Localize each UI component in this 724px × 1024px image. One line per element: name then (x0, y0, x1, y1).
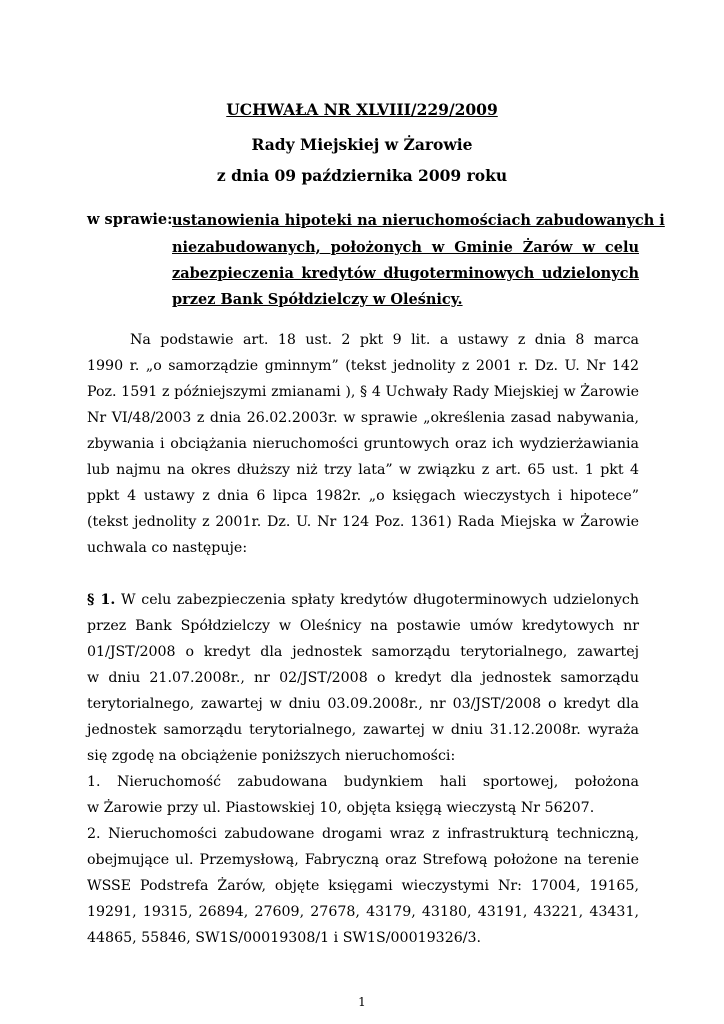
section-1-first-text: W celu zabezpieczenia spłaty kredytów długoterminowych udzielonych (121, 592, 639, 608)
preamble-line: (tekst jednolity z 2001r. Dz. U. Nr 124 Poz. 1361) Rada Miejska w Żarowie (87, 514, 639, 530)
section-1-line: jednostek samorządu terytorialnego, zawartej w dniu 31.12.2008r. wyraża (87, 722, 639, 738)
preamble-line: zbywania i obciążania nieruchomości gruntowych oraz ich wydzierżawiania (87, 436, 639, 452)
section-1-line: się zgodę na obciążenie poniższych nieruchomości: (87, 748, 456, 764)
section-1-line: terytorialnego, zawartej w dniu 03.09.2008r., nr 03/JST/2008 o kredyt dla (87, 696, 639, 712)
list-item-2-line: 44865, 55846, SW1S/00019308/1 i SW1S/00019326/3. (87, 930, 482, 946)
preamble-line: 1990 r. „o samorządzie gminnym” (tekst jednolity z 2001 r. Dz. U. Nr 142 (87, 358, 639, 374)
list-item-2-line: obejmujące ul. Przemysłową, Fabryczną oraz Strefową położone na terenie (87, 852, 639, 868)
council-name: Rady Miejskiej w Żarowie (251, 135, 473, 154)
list-item-2-line: WSSE Podstrefa Żarów, objęte księgami wieczystymi Nr: 17004, 19165, (87, 878, 639, 894)
subject-line: niezabudowanych, położonych w Gminie Żarów w celu (172, 239, 639, 256)
resolution-date: z dnia 09 października 2009 roku (216, 166, 508, 185)
preamble-line: Na podstawie art. 18 ust. 2 pkt 9 lit. a ustawy z dnia 8 marca (130, 332, 639, 348)
section-1-marker: § 1. (87, 592, 116, 608)
subject-line: ustanowienia hipoteki na nieruchomościach zabudowanych i (172, 212, 665, 229)
list-item-2-line: 19291, 19315, 26894, 27609, 27678, 43179, 43180, 43191, 43221, 43431, (87, 904, 639, 920)
resolution-title: UCHWAŁA NR XLVIII/229/2009 (226, 100, 498, 119)
subject-line: przez Bank Spółdzielczy w Oleśnicy. (172, 291, 463, 308)
subject-label: w sprawie: (87, 211, 173, 228)
preamble-line: uchwala co następuje: (87, 540, 248, 556)
preamble-line: lub najmu na okres dłuższy niż trzy lata” w związku z art. 65 ust. 1 pkt 4 (87, 462, 639, 478)
page-number: 1 (358, 995, 366, 1009)
section-1-line: przez Bank Spółdzielczy w Oleśnicy na postawie umów kredytowych nr (87, 618, 639, 634)
section-1-first-line (87, 590, 639, 610)
section-1-line: w dniu 21.07.2008r., nr 02/JST/2008 o kredyt dla jednostek samorządu (87, 670, 639, 686)
list-item-1-line: w Żarowie przy ul. Piastowskiej 10, objęta księgą wieczystą Nr 56207. (87, 800, 595, 816)
list-item-1-line: 1. Nieruchomość zabudowana budynkiem hali sportowej, położona (87, 774, 639, 790)
list-item-2-line: 2. Nieruchomości zabudowane drogami wraz z infrastrukturą techniczną, (87, 826, 639, 842)
subject-line: zabezpieczenia kredytów długoterminowych udzielonych (172, 265, 639, 282)
section-1-line: 01/JST/2008 o kredyt dla jednostek samorządu terytorialnego, zawartej (87, 644, 639, 660)
preamble-line: Poz. 1591 z późniejszymi zmianami ), § 4 Uchwały Rady Miejskiej w Żarowie (87, 384, 639, 400)
preamble-line: Nr VI/48/2003 z dnia 26.02.2003r. w sprawie „określenia zasad nabywania, (87, 410, 639, 426)
preamble-line: ppkt 4 ustawy z dnia 6 lipca 1982r. „o księgach wieczystych i hipotece” (87, 488, 639, 504)
